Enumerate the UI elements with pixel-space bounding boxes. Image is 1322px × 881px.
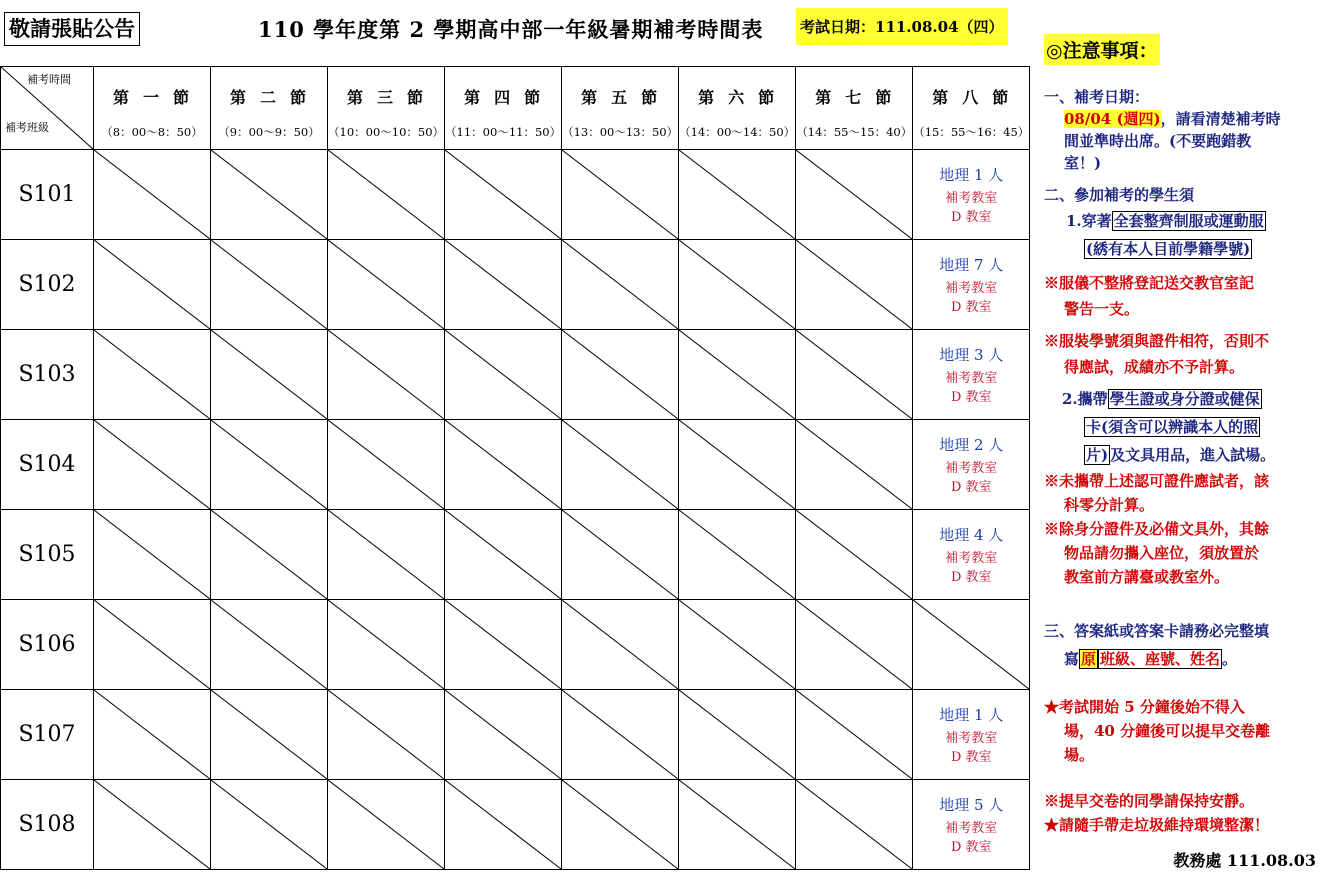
slot-diagonal-line xyxy=(445,510,561,599)
slot-diagonal-line xyxy=(796,690,912,779)
slot-diagonal-line xyxy=(94,690,210,779)
slot-diagonal-line xyxy=(328,240,444,329)
period-header xyxy=(913,67,1030,150)
notes-section-2 xyxy=(1044,184,1320,260)
empty-slot-cell xyxy=(94,690,211,780)
empty-slot-cell xyxy=(796,420,913,510)
empty-slot-cell xyxy=(562,600,679,690)
slot-diagonal-line xyxy=(328,690,444,779)
schedule-body xyxy=(1,150,1030,870)
exam-room-label: 補考教室 xyxy=(945,281,998,296)
empty-slot-cell xyxy=(562,150,679,240)
notes-tip-quiet: ※提早交卷的同學請保持安靜。 xyxy=(1044,792,1255,810)
exam-slot-cell xyxy=(913,240,1030,330)
empty-slot-cell xyxy=(562,330,679,420)
exam-room: D 教室 xyxy=(950,480,992,495)
period-header xyxy=(796,67,913,150)
slot-diagonal-line xyxy=(94,150,210,239)
exam-subject: 地理 1 人 xyxy=(939,166,1004,184)
empty-slot-cell xyxy=(679,420,796,510)
slot-diagonal-line xyxy=(679,240,795,329)
empty-slot-cell xyxy=(445,240,562,330)
empty-slot-cell xyxy=(679,780,796,870)
class-cell: S108 xyxy=(1,780,94,870)
period-time: （8：00～8：50） xyxy=(101,125,203,139)
exam-room-label: 補考教室 xyxy=(945,371,998,386)
empty-slot-cell xyxy=(328,150,445,240)
empty-slot-cell xyxy=(679,330,796,420)
empty-slot-cell xyxy=(796,780,913,870)
empty-slot-cell xyxy=(328,330,445,420)
notes-star2: ★請隨手帶走垃圾維持環境整潔！ xyxy=(1044,816,1270,834)
period-name: 第六節 xyxy=(698,88,789,107)
slot-diagonal-line xyxy=(445,150,561,239)
notes-s3-b-prefix: 寫 xyxy=(1064,650,1080,668)
notes-star1-b: 場，40 分鐘後可以提早交卷離 xyxy=(1064,722,1271,740)
notes-s1-text-b: 間並準時出席。(不要跑錯教 xyxy=(1064,132,1252,150)
empty-slot-cell xyxy=(562,780,679,870)
notes-s1-title: 一、補考日期： xyxy=(1044,88,1150,106)
notes-s1-text-a: ，請看清楚補考時 xyxy=(1160,110,1281,128)
empty-slot-cell xyxy=(679,150,796,240)
notes-s2-2 xyxy=(1044,388,1320,466)
table-row xyxy=(1,420,1030,510)
slot-diagonal-line xyxy=(211,780,327,869)
exam-date-badge: 考試日期：111.08.04（四） xyxy=(796,8,1008,45)
notes-s2-2-box-c: 片) xyxy=(1086,446,1109,464)
slot-diagonal-line xyxy=(211,600,327,689)
period-name: 第一節 xyxy=(112,88,203,107)
exam-room-label: 補考教室 xyxy=(945,551,998,566)
exam-room-label: 補考教室 xyxy=(945,191,998,206)
slot-diagonal-line xyxy=(211,150,327,239)
exam-slot-cell xyxy=(913,330,1030,420)
empty-slot-cell xyxy=(562,240,679,330)
notes-warn3-a: ※未攜帶上述認可證件應試者，該 xyxy=(1044,472,1270,490)
notes-warn4-c: 教室前方講臺或教室外。 xyxy=(1064,568,1230,586)
exam-room: D 教室 xyxy=(950,390,992,405)
slot-diagonal-line xyxy=(796,600,912,689)
notes-s3-b xyxy=(1044,648,1320,670)
empty-slot-cell xyxy=(796,150,913,240)
period-time: （14：00～14：50） xyxy=(679,125,796,139)
slot-diagonal-line xyxy=(328,780,444,869)
empty-slot-cell xyxy=(796,510,913,600)
empty-slot-cell xyxy=(94,150,211,240)
notes-warn4-a: ※除身分證件及必備文具外，其餘 xyxy=(1044,520,1270,538)
notes-s1-date: 08/04 (週四) xyxy=(1064,110,1161,128)
slot-diagonal-line xyxy=(796,510,912,599)
period-time: （9：00～9：50） xyxy=(218,125,320,139)
notes-warn1-a: ※服儀不整將登記送交教官室記 xyxy=(1044,274,1255,292)
empty-slot-cell xyxy=(94,240,211,330)
slot-diagonal-line xyxy=(562,420,678,509)
notes-s2-2-line-a xyxy=(1044,388,1320,410)
empty-slot-cell xyxy=(211,150,328,240)
empty-slot-cell xyxy=(562,420,679,510)
empty-slot-cell xyxy=(94,420,211,510)
slot-diagonal-line xyxy=(679,780,795,869)
empty-slot-cell xyxy=(796,600,913,690)
corner-cell xyxy=(1,67,94,150)
exam-subject: 地理 2 人 xyxy=(939,436,1004,454)
table-row xyxy=(1,510,1030,600)
empty-slot-cell xyxy=(796,690,913,780)
schedule-table xyxy=(0,66,1030,870)
slot-diagonal-line xyxy=(562,600,678,689)
exam-room: D 教室 xyxy=(950,210,992,225)
slot-diagonal-line xyxy=(913,600,1029,689)
notes-s3-b-highlight: 原 xyxy=(1081,650,1097,668)
slot-diagonal-line xyxy=(211,510,327,599)
slot-diagonal-line xyxy=(796,240,912,329)
empty-slot-cell xyxy=(445,150,562,240)
notes-s3-b-box: 班級、座號、姓名 xyxy=(1100,650,1221,668)
notes-warn4-b: 物品請勿攜入座位，須放置於 xyxy=(1064,544,1260,562)
notes-s2-1 xyxy=(1044,210,1320,232)
slot-diagonal-line xyxy=(445,420,561,509)
empty-slot-cell xyxy=(211,240,328,330)
notes-warning-3 xyxy=(1044,470,1320,516)
exam-slot-cell xyxy=(913,150,1030,240)
slot-diagonal-line xyxy=(445,330,561,419)
exam-room-label: 補考教室 xyxy=(945,821,998,836)
slot-diagonal-line xyxy=(445,690,561,779)
slot-diagonal-line xyxy=(796,420,912,509)
slot-diagonal-line xyxy=(211,420,327,509)
period-time: （15：55～16：45） xyxy=(913,125,1030,139)
empty-slot-cell xyxy=(679,600,796,690)
exam-room-label: 補考教室 xyxy=(945,731,998,746)
empty-slot-cell xyxy=(328,780,445,870)
notes-s2-1-prefix: 1.穿著 xyxy=(1066,212,1112,230)
exam-subject: 地理 5 人 xyxy=(939,796,1004,814)
slot-diagonal-line xyxy=(562,330,678,419)
period-time: （11：00～11：50） xyxy=(445,125,562,139)
period-header xyxy=(94,67,211,150)
slot-diagonal-line xyxy=(94,600,210,689)
slot-diagonal-line xyxy=(679,330,795,419)
notes-section-1 xyxy=(1044,86,1320,174)
empty-slot-cell xyxy=(94,510,211,600)
slot-diagonal-line xyxy=(94,240,210,329)
notes-s2-2-line-c xyxy=(1044,444,1320,466)
empty-slot-cell xyxy=(328,420,445,510)
class-cell: S106 xyxy=(1,600,94,690)
signoff: 教務處 111.08.03 xyxy=(1173,851,1316,870)
notes-star-1 xyxy=(1044,696,1320,766)
corner-label-class: 補考班級 xyxy=(5,121,49,134)
notes-warn1-b: 警告一支。 xyxy=(1064,300,1140,318)
exam-subject: 地理 4 人 xyxy=(939,526,1004,544)
empty-slot-cell xyxy=(679,240,796,330)
notes-warn3-b: 科零分計算。 xyxy=(1064,496,1155,514)
exam-room: D 教室 xyxy=(950,300,992,315)
slot-diagonal-line xyxy=(796,330,912,419)
slot-diagonal-line xyxy=(211,330,327,419)
notes-s2-2-suffix: 及文具用品，進入試場。 xyxy=(1110,446,1276,464)
slot-diagonal-line xyxy=(94,330,210,419)
empty-slot-cell xyxy=(562,510,679,600)
exam-slot-cell xyxy=(913,420,1030,510)
empty-slot-cell xyxy=(796,240,913,330)
slot-diagonal-line xyxy=(211,240,327,329)
empty-slot-cell xyxy=(94,330,211,420)
slot-diagonal-line xyxy=(679,600,795,689)
empty-slot-cell xyxy=(211,510,328,600)
period-name: 第三節 xyxy=(347,88,438,107)
empty-slot-cell xyxy=(445,330,562,420)
slot-diagonal-line xyxy=(445,600,561,689)
notes-s2-1-box-b: (綉有本人目前學籍學號) xyxy=(1086,240,1251,258)
empty-slot-cell xyxy=(328,240,445,330)
exam-subject: 地理 1 人 xyxy=(939,706,1004,724)
period-name: 第八節 xyxy=(932,88,1023,107)
exam-subject: 地理 3 人 xyxy=(939,346,1004,364)
slot-diagonal-line xyxy=(679,420,795,509)
table-row xyxy=(1,330,1030,420)
notes-s3-b-suffix: 。 xyxy=(1222,650,1238,668)
notes-warning-1 xyxy=(1044,272,1320,320)
table-row xyxy=(1,780,1030,870)
notes-s2-2-line-b xyxy=(1044,416,1320,438)
period-name: 第二節 xyxy=(229,88,320,107)
empty-slot-cell xyxy=(211,420,328,510)
slot-diagonal-line xyxy=(211,690,327,779)
notes-s2-2-prefix: 2.攜帶 xyxy=(1062,390,1108,408)
slot-diagonal-line xyxy=(328,330,444,419)
notes-warn2-b: 得應試，成績亦不予計算。 xyxy=(1064,358,1245,376)
class-cell: S103 xyxy=(1,330,94,420)
empty-slot-cell xyxy=(94,780,211,870)
notes-s1-text-c: 室！) xyxy=(1064,154,1102,172)
table-row xyxy=(1,690,1030,780)
notes-star1-c: 場。 xyxy=(1064,746,1095,764)
slot-diagonal-line xyxy=(328,510,444,599)
empty-slot-cell xyxy=(679,690,796,780)
period-header xyxy=(211,67,328,150)
page-title: 110 學年度第 2 學期高中部一年級暑期補考時間表 xyxy=(258,17,764,42)
empty-slot-cell xyxy=(679,510,796,600)
notes-s2-2-box-a: 學生證或身分證或健保 xyxy=(1109,390,1260,408)
notes-section-3 xyxy=(1044,620,1320,670)
period-name: 第七節 xyxy=(815,88,906,107)
slot-diagonal-line xyxy=(562,240,678,329)
exam-room-label: 補考教室 xyxy=(945,461,998,476)
slot-diagonal-line xyxy=(796,150,912,239)
notes-s1-line xyxy=(1044,108,1320,130)
notes-s3-a: 三、答案紙或答案卡請務必完整填 xyxy=(1044,622,1270,640)
period-header xyxy=(562,67,679,150)
notes-s2-1-box-a: 全套整齊制服或運動服 xyxy=(1113,212,1264,230)
notes-warning-2 xyxy=(1044,330,1320,378)
exam-room: D 教室 xyxy=(950,570,992,585)
posting-label: 敬請張貼公告 xyxy=(4,12,140,46)
slot-diagonal-line xyxy=(562,690,678,779)
notes-s2-title: 二、參加補考的學生須 xyxy=(1044,186,1195,204)
empty-slot-cell xyxy=(211,690,328,780)
slot-diagonal-line xyxy=(94,780,210,869)
empty-slot-cell xyxy=(445,780,562,870)
empty-slot-cell xyxy=(445,690,562,780)
notes-tips xyxy=(1044,790,1320,836)
table-row xyxy=(1,600,1030,690)
slot-diagonal-line xyxy=(562,510,678,599)
empty-slot-cell xyxy=(211,600,328,690)
empty-slot-cell xyxy=(445,420,562,510)
empty-slot-cell xyxy=(328,690,445,780)
period-time: （14：55～15：40） xyxy=(796,125,913,139)
empty-slot-cell xyxy=(94,600,211,690)
slot-diagonal-line xyxy=(562,150,678,239)
class-cell: S107 xyxy=(1,690,94,780)
class-cell: S104 xyxy=(1,420,94,510)
slot-diagonal-line xyxy=(679,690,795,779)
corner-label-time: 補考時間 xyxy=(27,73,71,86)
slot-diagonal-line xyxy=(562,780,678,869)
table-row xyxy=(1,150,1030,240)
empty-slot-cell xyxy=(211,330,328,420)
empty-slot-cell xyxy=(211,780,328,870)
period-name: 第五節 xyxy=(581,88,672,107)
exam-subject: 地理 7 人 xyxy=(939,256,1004,274)
empty-slot-cell xyxy=(913,600,1030,690)
empty-slot-cell xyxy=(445,510,562,600)
exam-room: D 教室 xyxy=(950,840,992,855)
period-header xyxy=(328,67,445,150)
table-header-row xyxy=(1,67,1030,150)
slot-diagonal-line xyxy=(328,420,444,509)
notes-s2-1-line-b xyxy=(1044,238,1320,260)
slot-diagonal-line xyxy=(679,150,795,239)
empty-slot-cell xyxy=(328,510,445,600)
notes-star1-a: ★考試開始 5 分鐘後始不得入 xyxy=(1044,698,1245,716)
slot-diagonal-line xyxy=(94,420,210,509)
slot-diagonal-line xyxy=(679,510,795,599)
notes-heading: ◎注意事項： xyxy=(1044,34,1160,65)
table-row xyxy=(1,240,1030,330)
empty-slot-cell xyxy=(796,330,913,420)
class-cell: S105 xyxy=(1,510,94,600)
period-time: （13：00～13：50） xyxy=(562,125,679,139)
period-name: 第四節 xyxy=(464,88,555,107)
slot-diagonal-line xyxy=(94,510,210,599)
class-cell: S101 xyxy=(1,150,94,240)
slot-diagonal-line xyxy=(796,780,912,869)
slot-diagonal-line xyxy=(445,780,561,869)
empty-slot-cell xyxy=(328,600,445,690)
slot-diagonal-line xyxy=(328,150,444,239)
exam-slot-cell xyxy=(913,690,1030,780)
notes-warning-4 xyxy=(1044,518,1320,588)
exam-room: D 教室 xyxy=(950,750,992,765)
empty-slot-cell xyxy=(562,690,679,780)
period-header xyxy=(679,67,796,150)
class-cell: S102 xyxy=(1,240,94,330)
period-header xyxy=(445,67,562,150)
exam-slot-cell xyxy=(913,510,1030,600)
notes-warn2-a: ※服裝學號須與證件相符，否則不 xyxy=(1044,332,1270,350)
empty-slot-cell xyxy=(445,600,562,690)
notes-s2-2-box-b: 卡(須含可以辨識本人的照 xyxy=(1086,418,1259,436)
slot-diagonal-line xyxy=(445,240,561,329)
slot-diagonal-line xyxy=(328,600,444,689)
exam-slot-cell xyxy=(913,780,1030,870)
period-time: （10：00～10：50） xyxy=(328,125,445,139)
